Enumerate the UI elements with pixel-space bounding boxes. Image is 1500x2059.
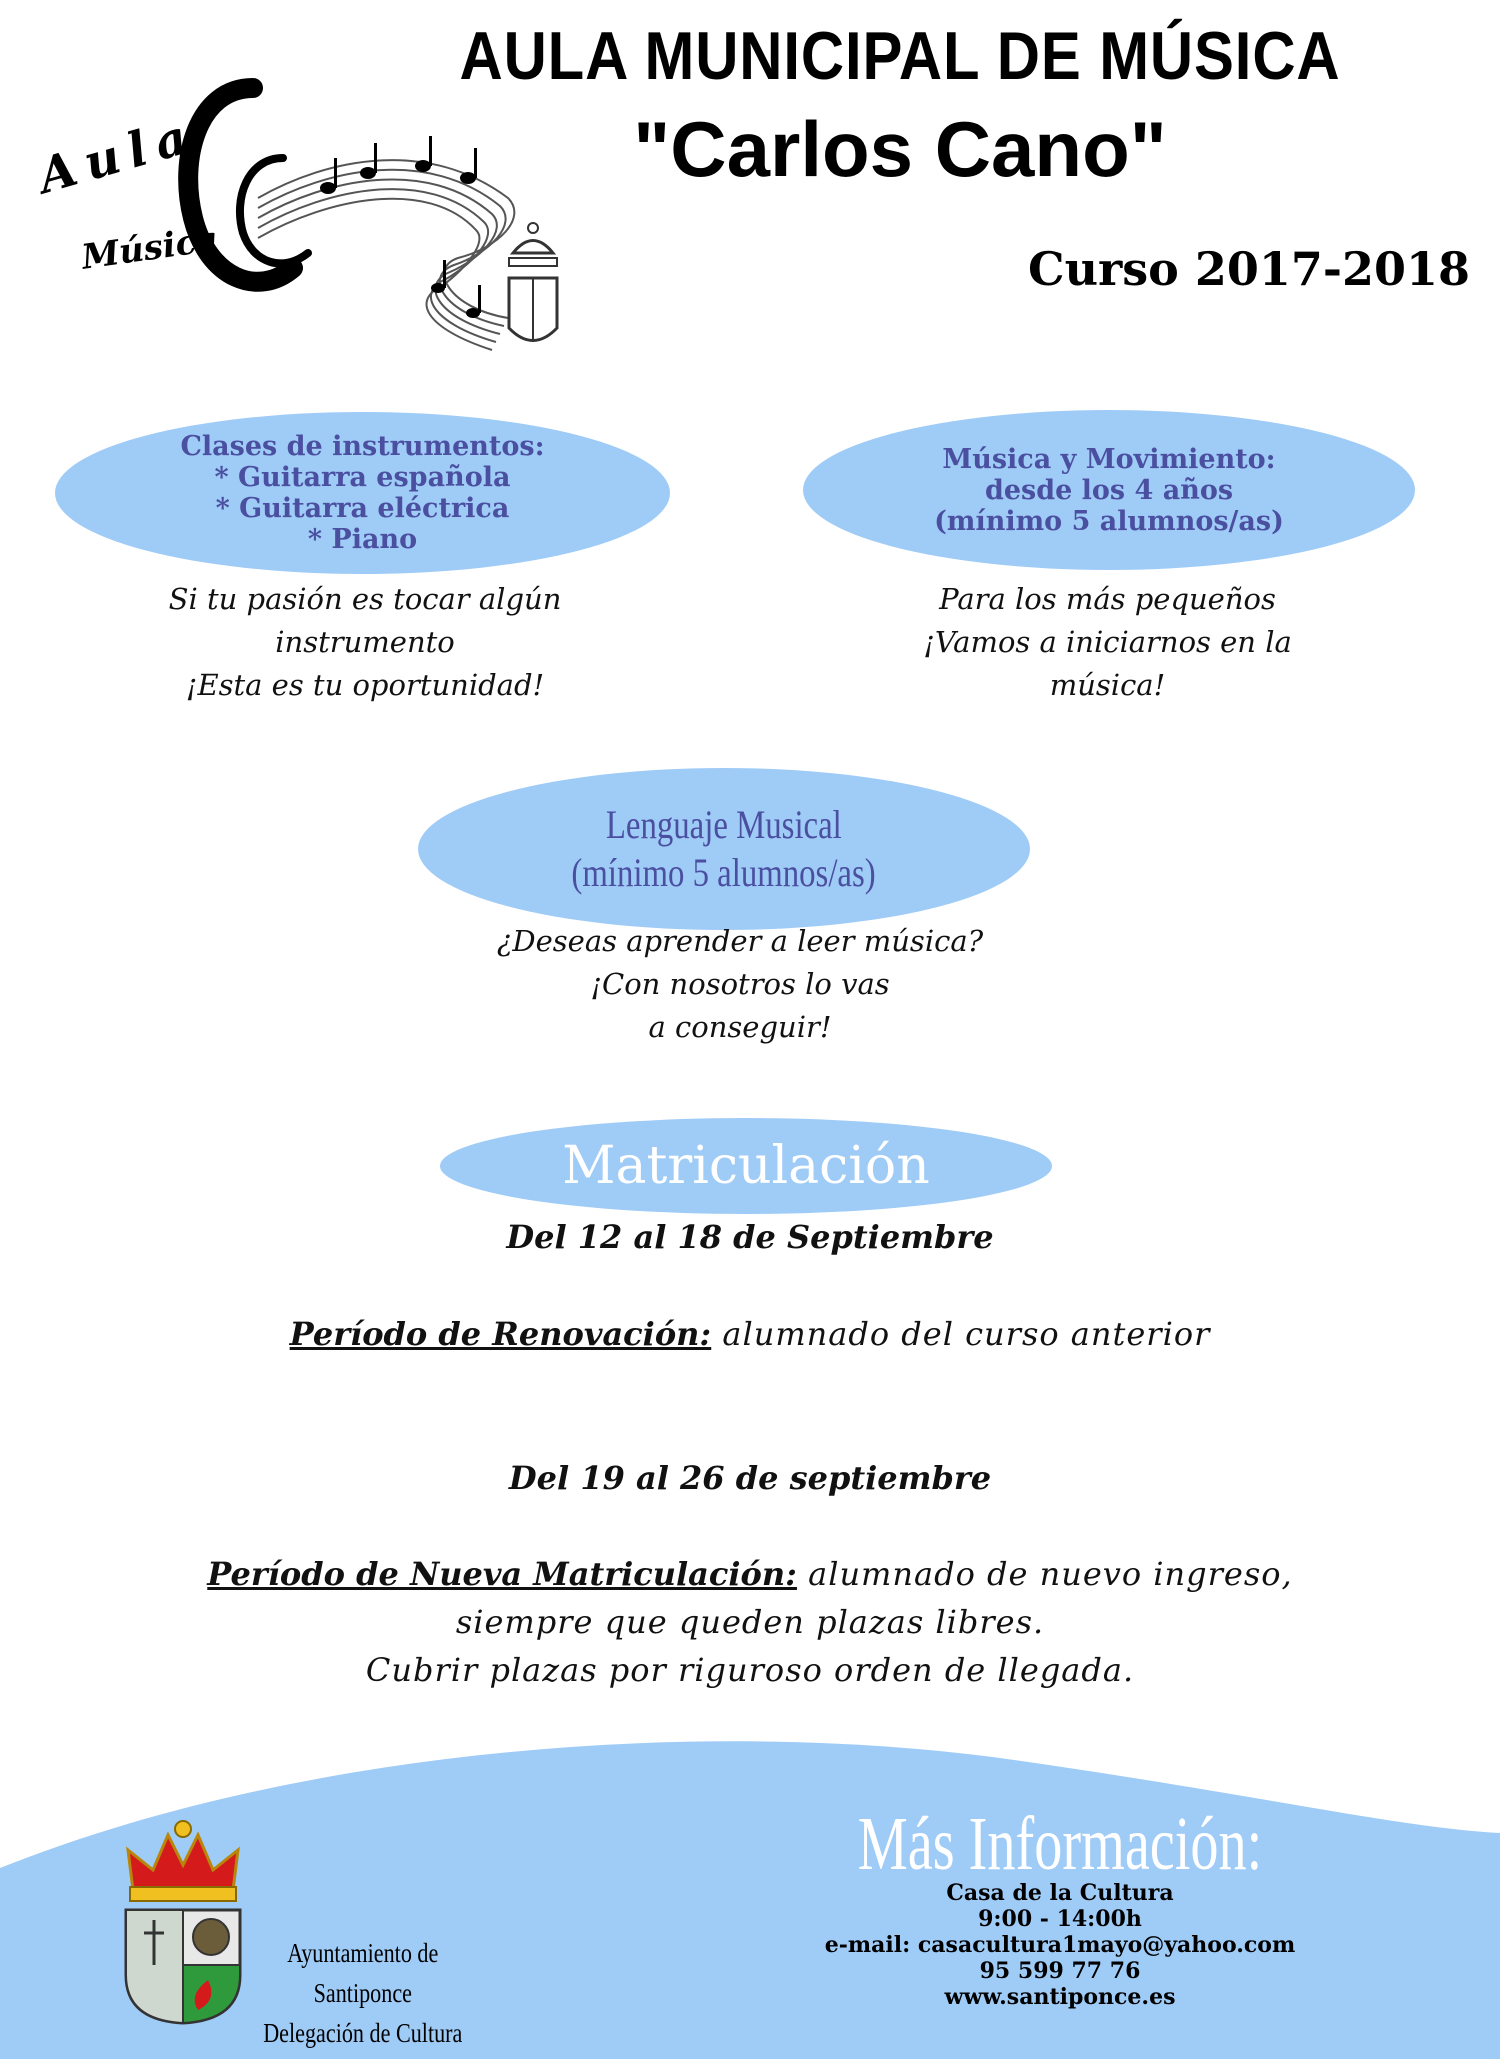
contact-venue: Casa de la Cultura	[946, 1880, 1174, 1906]
ellipse-line: (mínimo 5 alumnos/as)	[934, 505, 1284, 537]
course-year: Curso 2017-2018	[1027, 242, 1470, 296]
renewal-period	[0, 1312, 1500, 1356]
new-line-3-text: Cubrir plazas por riguroso orden de llegada.	[365, 1651, 1135, 1689]
ellipse-line: * Guitarra española	[214, 462, 511, 493]
new-dates-text: Del 19 al 26 de septiembre	[508, 1459, 992, 1497]
contact-block	[700, 1880, 1420, 2010]
contact-hours: 9:00 - 14:00h	[978, 1906, 1142, 1932]
blurb-line: instrumento	[275, 625, 455, 659]
movement-ellipse	[803, 410, 1415, 570]
contact-email: e-mail: casacultura1mayo@yahoo.com	[824, 1932, 1296, 1958]
blurb-line: a conseguir!	[648, 1010, 832, 1044]
enrollment-ellipse	[440, 1118, 1052, 1214]
contact-website: www.santiponce.es	[944, 1984, 1176, 2010]
renewal-text: alumnado del curso anterior	[711, 1315, 1211, 1353]
blurb-line: música!	[1049, 668, 1166, 702]
renewal-dates	[0, 1215, 1500, 1259]
more-info-heading: Más Información:	[857, 1802, 1263, 1886]
music-logo-icon	[28, 48, 598, 388]
coat-of-arms-icon	[118, 1815, 248, 2025]
new-period	[0, 1552, 1500, 1596]
new-dates	[0, 1456, 1500, 1500]
renewal-label: Período de Renovación:	[289, 1315, 712, 1353]
blurb-line: ¡Con nosotros lo vas	[590, 967, 890, 1001]
ellipse-line: (mínimo 5 alumnos/as)	[571, 850, 877, 895]
blurb-line: ¿Deseas aprender a leer música?	[496, 924, 984, 958]
org-line-1: Ayuntamiento de Santiponce	[287, 1938, 439, 2008]
language-blurb	[400, 920, 1080, 1049]
new-text: alumnado de nuevo ingreso,	[796, 1555, 1293, 1593]
renewal-dates-text: Del 12 al 18 de Septiembre	[506, 1218, 994, 1256]
new-label: Período de Nueva Matriculación:	[207, 1555, 797, 1593]
language-ellipse	[418, 768, 1030, 930]
page-title: AULA MUNICIPAL DE MÚSICA	[459, 18, 1341, 94]
blurb-line: ¡Esta es tu oportunidad!	[185, 668, 545, 702]
page-subtitle: "Carlos Cano"	[633, 105, 1167, 193]
movement-blurb	[800, 578, 1415, 707]
contact-phone: 95 599 77 76	[979, 1958, 1141, 1984]
ellipse-line: Música y Movimiento:	[942, 443, 1276, 475]
blurb-line: Para los más pequeños	[939, 582, 1276, 616]
new-line-2	[0, 1600, 1500, 1644]
blurb-line: ¡Vamos a iniciarnos en la	[923, 625, 1292, 659]
new-line-3	[0, 1648, 1500, 1692]
ellipse-line: * Piano	[307, 524, 418, 555]
enrollment-heading: Matriculación	[562, 1136, 930, 1196]
instruments-ellipse	[55, 412, 670, 574]
ellipse-line: Clases de instrumentos:	[180, 431, 545, 462]
logo-word-aula: Aula	[32, 106, 203, 205]
ellipse-line: Lenguaje Musical	[606, 802, 842, 847]
instruments-blurb	[60, 578, 670, 707]
org-line-2: Delegación de Cultura	[263, 2018, 463, 2048]
organization-name	[248, 1933, 478, 2053]
ellipse-line: * Guitarra eléctrica	[215, 493, 510, 524]
blurb-line: Si tu pasión es tocar algún	[168, 582, 562, 616]
ellipse-line: desde los 4 años	[984, 474, 1234, 506]
logo-word-musica: Música	[79, 219, 221, 278]
new-line-2-text: siempre que queden plazas libres.	[455, 1603, 1045, 1641]
